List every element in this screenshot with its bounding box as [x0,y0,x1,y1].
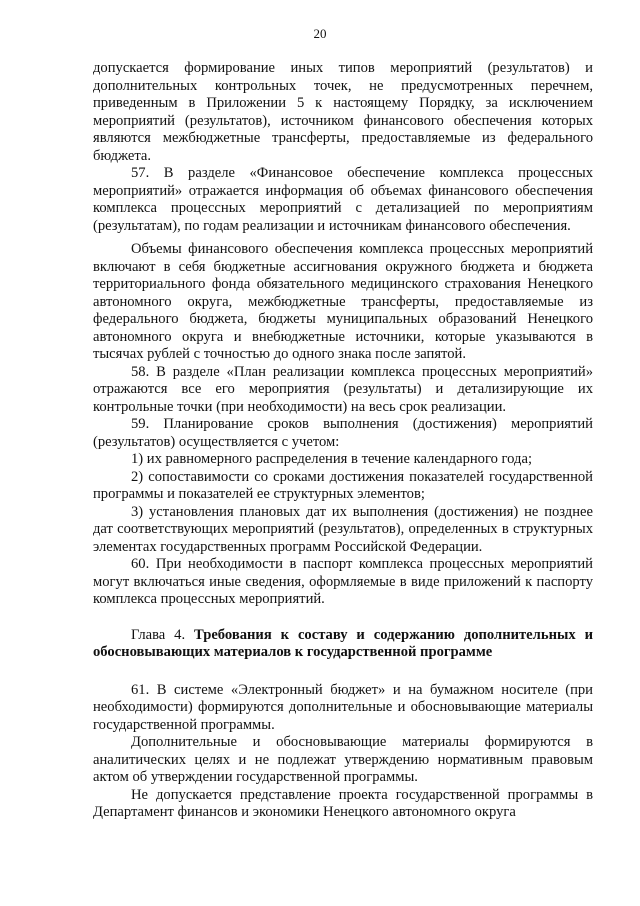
paragraph-continuation: допускается формирование иных типов мероприятий (результатов) и дополнительных контрольных точек, не предусмотренных перечнем, приведенным в Приложении 5 к настоящему Порядку, за исключением мероприятий (результатов), источником финансового обеспечения которых являются межбюджетные трансферты, предоставляемые из федерального бюджета. [93,60,593,164]
chapter-heading [93,627,593,662]
paragraph-61: 61. В системе «Электронный бюджет» и на бумажном носителе (при необходимости) формируются дополнительные и обосновывающие материалы государственной программы. [93,681,593,733]
list-item-1: 1) их равномерного распределения в течение календарного года; [131,451,532,467]
chapter-title: Требования к составу и содержанию дополнительных и обосновывающих материалов к государственной программе [93,626,593,660]
paragraph-57: 57. В разделе «Финансовое обеспечение комплекса процессных мероприятий» отражается информация об объемах финансового обеспечения комплекса процессных мероприятий с детализацией по мероприятиям (результатам), по годам реализации и источникам финансового обеспечения. [93,165,593,234]
list-item-3: 3) установления плановых дат их выполнения (достижения) не позднее дат соответствующих мероприятий (результатов), определенных в структурных элементах государственных программ Российской Федерации. [93,503,593,555]
page-number: 20 [313,26,327,41]
document-body [93,60,593,822]
paragraph-analytical-purposes: Дополнительные и обосновывающие материалы формируются в аналитических целях и не подлежат утверждению нормативным правовым актом об утверждении государственной программы. [93,734,593,785]
paragraph-funding-volumes: Объемы финансового обеспечения комплекса процессных мероприятий включают в себя бюджетные ассигнования окружного бюджета и бюджета территориального фонда обязательного медицинского страхования Ненецкого автономного округа, межбюджетные трансферты, предоставляемые из федерального бюджета, бюджеты муниципальных образований Ненецкого автономного округа и внебюджетные источники, которые указываются в тысячах рублей с точностью до одного знака после запятой. [93,241,593,362]
paragraph-58: 58. В разделе «План реализации комплекса процессных мероприятий» отражаются все его мероприятия (результаты) и детализирующие их контрольные точки (при необходимости) на весь срок реализации. [93,363,593,415]
paragraph-not-allowed: Не допускается представление проекта государственной программы в Департамент финансов и экономики Ненецкого автономного округа [93,786,593,820]
list-item-2: 2) сопоставимости со сроками достижения показателей государственной программы и показателей ее структурных элементов; [93,468,593,502]
chapter-prefix: Глава 4. [131,626,186,643]
paragraph-59: 59. Планирование сроков выполнения (достижения) мероприятий (результатов) осуществляется с учетом: [93,416,593,450]
paragraph-60: 60. При необходимости в паспорт комплекса процессных мероприятий могут включаться иные сведения, оформляемые в виде приложений к паспорту комплекса процессных мероприятий. [93,556,593,607]
